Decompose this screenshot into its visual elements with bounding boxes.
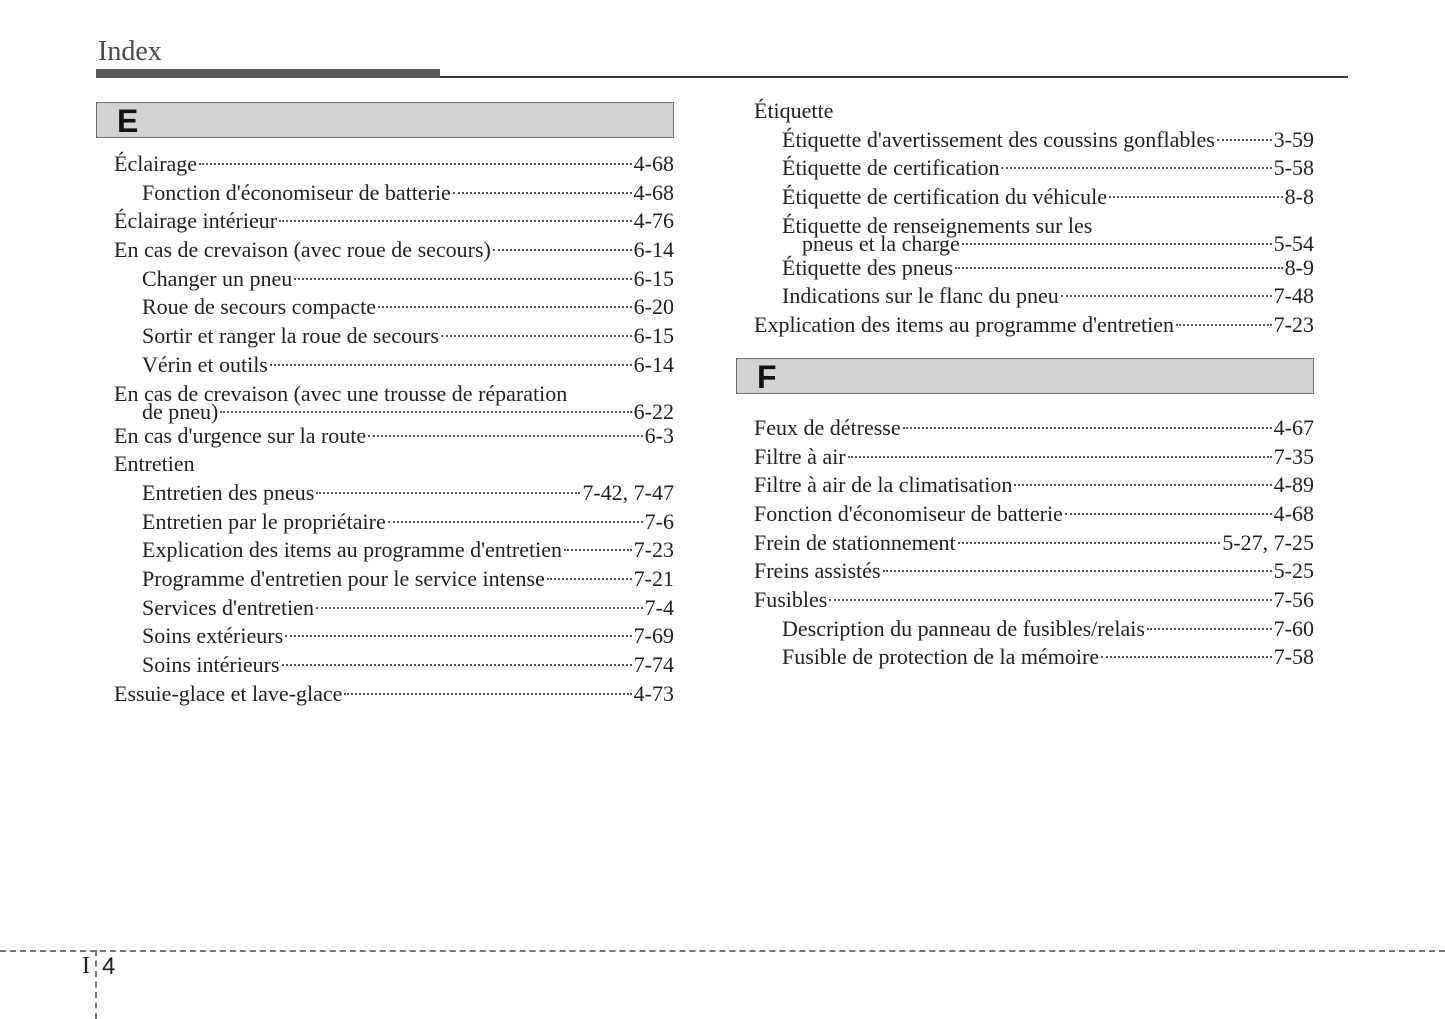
index-column-right	[736, 97, 1314, 672]
entry-text: Entretien	[114, 451, 195, 477]
index-entry[interactable]	[754, 212, 1314, 254]
page-reference[interactable]: 4-73	[633, 680, 674, 706]
page-reference[interactable]: 7-6	[644, 508, 674, 534]
index-entry[interactable]	[114, 594, 674, 623]
dot-leader	[316, 492, 580, 494]
dot-leader	[1109, 196, 1283, 198]
page-reference[interactable]: 6-15	[633, 323, 674, 349]
page-reference[interactable]: 4-89	[1273, 472, 1314, 498]
entry-text: Services d'entretien	[142, 594, 314, 620]
section-letter: E	[117, 103, 139, 139]
section-letter: F	[757, 358, 777, 395]
dot-leader	[388, 521, 643, 523]
entry-text: Explication des items au programme d'entretien	[142, 537, 562, 563]
page-reference[interactable]: 7-60	[1273, 615, 1314, 641]
index-entry[interactable]	[754, 471, 1314, 500]
page-reference[interactable]: 4-76	[633, 208, 674, 234]
page-reference[interactable]: 5-58	[1273, 155, 1314, 181]
page-reference[interactable]: 6-15	[633, 265, 674, 291]
index-entry[interactable]	[754, 254, 1314, 283]
index-entry[interactable]	[114, 622, 674, 651]
page-reference[interactable]: 8-8	[1284, 184, 1314, 210]
dot-leader	[294, 278, 631, 280]
entry-text: Feux de détresse	[754, 414, 901, 440]
page-reference[interactable]: 3-59	[1273, 126, 1314, 152]
entry-text: Roue de secours compacte	[142, 294, 376, 320]
entry-text: Vérin et outils	[142, 351, 268, 377]
footer-section: I	[82, 953, 90, 979]
index-entry[interactable]	[754, 97, 1314, 126]
index-entry[interactable]	[114, 265, 674, 294]
page-reference[interactable]: 5-54	[1273, 230, 1314, 256]
page-reference[interactable]: 4-68	[633, 179, 674, 205]
entry-text: En cas de crevaison (avec roue de secours)	[114, 237, 491, 263]
entry-text: Frein de stationnement	[754, 529, 956, 555]
dot-leader	[564, 549, 632, 551]
index-entry[interactable]	[754, 443, 1314, 472]
entry-text: Étiquette des pneus	[782, 254, 954, 280]
page-reference[interactable]: 7-69	[633, 623, 674, 649]
index-entry[interactable]	[754, 183, 1314, 212]
dot-leader	[829, 599, 1271, 601]
dot-leader	[279, 220, 632, 222]
page-reference[interactable]: 7-48	[1273, 283, 1314, 309]
entry-text: Indications sur le flanc du pneu	[782, 283, 1059, 309]
dot-leader	[441, 335, 632, 337]
entry-text: Entretien par le propriétaire	[142, 508, 386, 534]
page-reference[interactable]: 6-14	[633, 237, 674, 263]
index-entry[interactable]	[114, 179, 674, 208]
entry-text: En cas d'urgence sur la route	[114, 422, 367, 448]
entry-text: En cas de crevaison (avec une trousse de réparation	[114, 380, 568, 406]
entry-text: Filtre à air de la climatisation	[754, 472, 1013, 498]
dot-leader	[199, 163, 632, 165]
index-entry[interactable]	[754, 311, 1314, 340]
page-reference[interactable]: 5-25	[1273, 558, 1314, 584]
entry-text: Fusible de protection de la mémoire	[782, 644, 1100, 670]
index-entry[interactable]	[114, 236, 674, 265]
dot-leader	[1001, 167, 1271, 169]
dot-leader	[1147, 628, 1272, 630]
entry-text: Entretien des pneus	[142, 479, 315, 505]
index-entry[interactable]	[114, 380, 674, 422]
entry-text: Soins extérieurs	[142, 623, 284, 649]
entry-text: Changer un pneu	[142, 265, 293, 291]
dot-leader	[316, 607, 643, 609]
index-entry[interactable]	[754, 529, 1314, 558]
index-entry[interactable]	[114, 680, 674, 709]
dot-leader	[883, 570, 1272, 572]
dot-leader	[493, 249, 632, 251]
dot-leader	[1217, 139, 1272, 141]
header-bar	[96, 69, 440, 78]
page-number: 4	[102, 953, 116, 980]
index-entry[interactable]	[754, 615, 1314, 644]
dot-leader	[282, 664, 632, 666]
index-entry[interactable]	[114, 508, 674, 537]
index-entry[interactable]	[114, 322, 674, 351]
dot-leader	[344, 693, 631, 695]
entry-text: Étiquette d'avertissement des coussins gonflables	[782, 126, 1215, 152]
dot-leader	[270, 364, 632, 366]
index-entry[interactable]	[114, 150, 674, 179]
dot-leader	[1061, 295, 1272, 297]
dot-leader	[547, 578, 632, 580]
section-letter-f	[736, 358, 1314, 394]
section-letter-e	[96, 102, 674, 138]
index-entry[interactable]	[114, 207, 674, 236]
index-entry[interactable]	[114, 479, 674, 508]
page-reference[interactable]: 7-74	[633, 652, 674, 677]
index-entry[interactable]	[114, 651, 674, 680]
index-entry[interactable]	[114, 565, 674, 594]
entry-text: Freins assistés	[754, 558, 881, 584]
dot-leader	[1014, 484, 1271, 486]
dot-leader	[958, 542, 1221, 544]
page-reference[interactable]: 6-20	[633, 294, 674, 320]
page-reference[interactable]: 5-27, 7-25	[1222, 529, 1314, 555]
dot-leader	[848, 456, 1272, 458]
page-reference[interactable]: 7-35	[1273, 443, 1314, 469]
entry-text: Filtre à air	[754, 443, 846, 469]
entry-text: Explication des items au programme d'entretien	[754, 312, 1174, 338]
dot-leader	[368, 435, 642, 437]
footer-margin-rule	[95, 950, 97, 1019]
page-reference[interactable]: 7-23	[633, 537, 674, 563]
dot-leader	[903, 427, 1272, 429]
index-entry[interactable]	[754, 414, 1314, 443]
entry-text: Étiquette de certification du véhicule	[782, 184, 1107, 210]
page-reference[interactable]: 6-22	[633, 398, 674, 424]
page-reference[interactable]: 4-68	[1273, 500, 1314, 526]
entry-text: Fusibles	[754, 586, 828, 612]
page-reference[interactable]: 7-4	[644, 594, 674, 620]
index-entry[interactable]	[114, 351, 674, 380]
page-reference[interactable]: 6-14	[633, 351, 674, 377]
page-reference[interactable]: 7-58	[1273, 644, 1314, 670]
footer-rule	[0, 950, 1445, 952]
entry-text: Description du panneau de fusibles/relais	[782, 615, 1145, 641]
page-reference[interactable]: 8-9	[1284, 254, 1314, 280]
entry-text: Étiquette de certification	[782, 155, 1000, 181]
entry-text: Éclairage intérieur	[114, 208, 278, 234]
index-entry[interactable]	[114, 536, 674, 565]
dot-leader	[1065, 513, 1272, 515]
entry-text: Fonction d'économiseur de batterie	[142, 179, 451, 205]
entry-text: Fonction d'économiseur de batterie	[754, 500, 1063, 526]
index-entry[interactable]	[754, 282, 1314, 311]
dot-leader	[1101, 656, 1272, 658]
page-reference[interactable]: 4-68	[633, 151, 674, 176]
dot-leader	[962, 243, 1272, 245]
entry-text: Programme d'entretien pour le service intense	[142, 565, 545, 591]
page-reference[interactable]: 7-21	[633, 565, 674, 591]
index-entry[interactable]	[754, 126, 1314, 155]
header-rule	[440, 76, 1348, 78]
entry-text-continued: pneus et la charge	[802, 230, 960, 256]
dot-leader	[220, 411, 631, 413]
entry-text: Étiquette	[754, 98, 834, 123]
index-entry[interactable]	[114, 450, 674, 479]
entry-text: Sortir et ranger la roue de secours	[142, 323, 439, 349]
index-entry[interactable]	[114, 422, 674, 451]
entry-text: Soins intérieurs	[142, 652, 280, 677]
index-column-left	[96, 102, 674, 708]
page-reference[interactable]: 6-3	[644, 422, 674, 448]
index-entry[interactable]	[754, 154, 1314, 183]
index-entry[interactable]	[754, 500, 1314, 529]
page-title: Index	[98, 36, 162, 67]
index-entry[interactable]	[754, 586, 1314, 615]
dot-leader	[285, 635, 632, 637]
page-reference[interactable]: 4-67	[1273, 414, 1314, 440]
dot-leader	[453, 192, 632, 194]
dot-leader	[955, 267, 1283, 269]
page-reference[interactable]: 7-56	[1273, 586, 1314, 612]
entry-text-continued: de pneu)	[142, 398, 219, 424]
index-entry[interactable]	[114, 293, 674, 322]
entry-text: Éclairage	[114, 151, 198, 176]
entry-text: Étiquette de renseignements sur les	[782, 212, 1093, 238]
index-entry[interactable]	[754, 557, 1314, 586]
dot-leader	[1176, 324, 1272, 326]
page-reference[interactable]: 7-42, 7-47	[582, 479, 674, 505]
dot-leader	[378, 306, 632, 308]
index-entry[interactable]	[754, 643, 1314, 672]
page-reference[interactable]: 7-23	[1273, 312, 1314, 338]
entry-text: Essuie-glace et lave-glace	[114, 680, 343, 706]
